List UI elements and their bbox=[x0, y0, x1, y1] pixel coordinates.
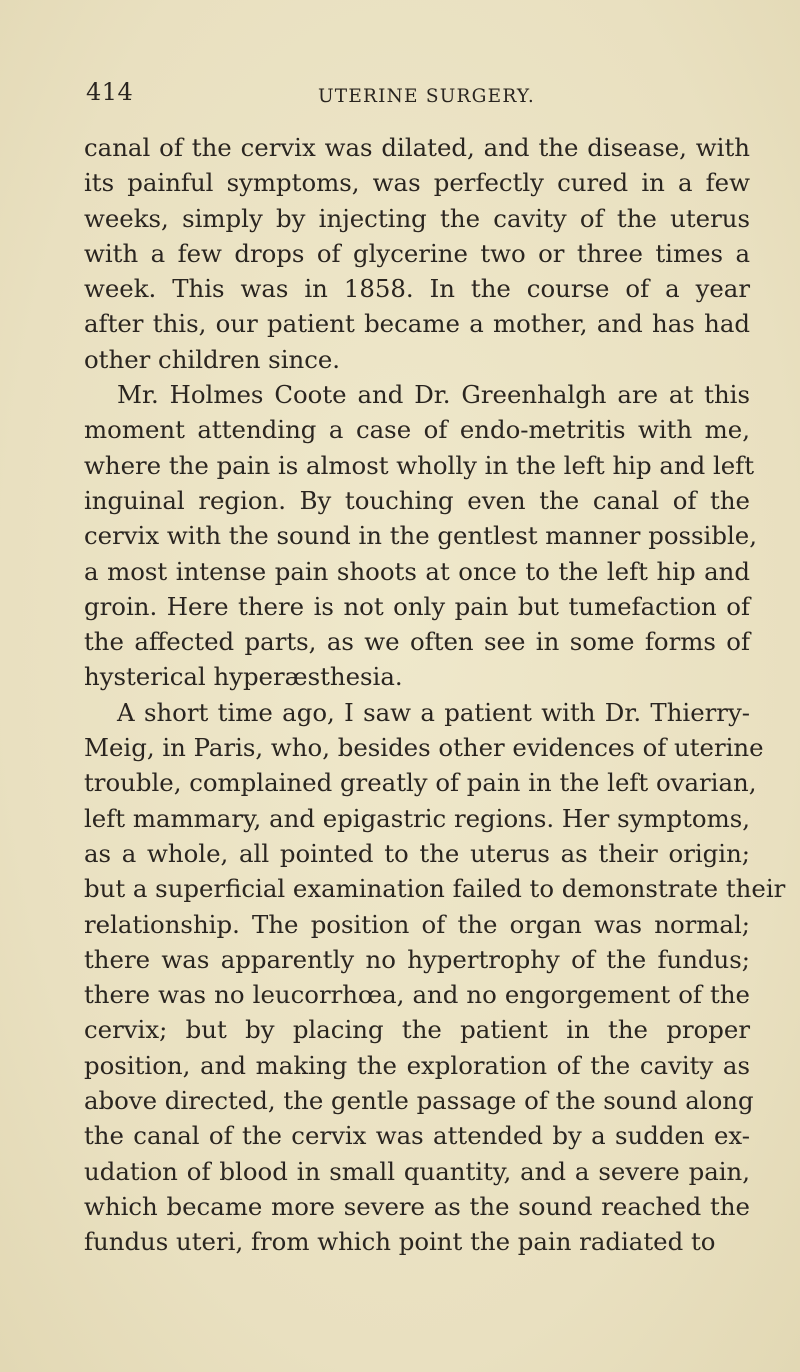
text-line: A short time ago, I saw a patient with Dr. Thierry- bbox=[117, 697, 750, 727]
text-line: udation of blood in small quantity, and a severe pain, bbox=[84, 1156, 750, 1186]
text-line: after this, our patient became a mother, and has had bbox=[84, 309, 750, 339]
text-line: position, and making the exploration of the cavity as bbox=[84, 1050, 750, 1080]
text-line: fundus uteri, from which point the pain radiated to bbox=[84, 1227, 716, 1257]
text-line: but a superficial examination failed to demonstrate their bbox=[84, 874, 786, 904]
page-number: 414 bbox=[86, 78, 134, 106]
text-line: groin. Here there is not only pain but tumefaction of bbox=[84, 591, 750, 621]
text-line: with a few drops of glycerine two or three times a bbox=[84, 238, 750, 268]
text-line: moment attending a case of endo-metritis with me, bbox=[84, 415, 750, 445]
text-line: trouble, complained greatly of pain in the left ovarian, bbox=[84, 768, 757, 798]
text-line: above directed, the gentle passage of the sound along bbox=[84, 1086, 754, 1116]
body-text bbox=[84, 130, 786, 1260]
text-line: relationship. The position of the organ was normal; bbox=[84, 909, 750, 939]
text-line: other children since. bbox=[84, 344, 341, 374]
text-line: its painful symptoms, was perfectly cured in a few bbox=[84, 168, 750, 198]
text-line: a most intense pain shoots at once to the left hip and bbox=[84, 556, 750, 586]
running-title: UTERINE SURGERY. bbox=[318, 86, 535, 107]
running-head bbox=[0, 80, 800, 114]
text-line: canal of the cervix was dilated, and the disease, with bbox=[84, 133, 750, 162]
text-line: inguinal region. By touching even the canal of the bbox=[84, 485, 750, 515]
text-line: week. This was in 1858. In the course of a year bbox=[84, 274, 750, 304]
text-line: weeks, simply by injecting the cavity of the uterus bbox=[84, 203, 750, 233]
text-line: hysterical hyperæsthesia. bbox=[84, 662, 403, 692]
text-line: where the pain is almost wholly in the left hip and left bbox=[84, 450, 755, 480]
text-line: Meig, in Paris, who, besides other evidences of uterine bbox=[84, 733, 764, 763]
text-line: there was apparently no hypertrophy of the fundus; bbox=[84, 944, 750, 974]
text-line: there was no leucorrhœa, and no engorgement of the bbox=[84, 980, 750, 1010]
text-line: Mr. Holmes Coote and Dr. Greenhalgh are at this bbox=[117, 380, 750, 410]
text-line: which became more severe as the sound reached the bbox=[84, 1191, 750, 1221]
text-line: as a whole, all pointed to the uterus as their origin; bbox=[84, 838, 750, 868]
text-line: the canal of the cervix was attended by a sudden ex- bbox=[84, 1121, 750, 1151]
text-line: cervix; but by placing the patient in the proper bbox=[84, 1015, 750, 1045]
text-line: the affected parts, as we often see in some forms of bbox=[84, 627, 750, 657]
text-line: cervix with the sound in the gentlest manner possible, bbox=[84, 521, 757, 551]
text-line: left mammary, and epigastric regions. Her symptoms, bbox=[84, 803, 750, 833]
